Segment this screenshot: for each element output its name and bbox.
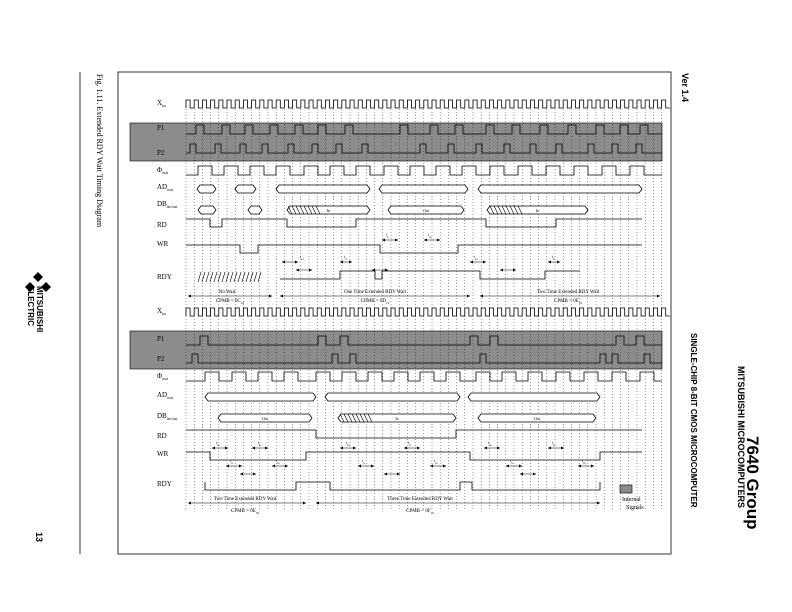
arrow-head xyxy=(520,473,523,476)
wait-label: No Wait xyxy=(218,290,236,295)
hatch-mark xyxy=(258,272,261,282)
arrow-head xyxy=(519,465,522,468)
bus-segment xyxy=(198,206,216,214)
hatch-mark xyxy=(226,272,229,282)
hatch-mark xyxy=(238,272,241,282)
timing-symbol: $t_{su}$ xyxy=(474,254,478,261)
arrow-head xyxy=(282,261,285,264)
hatch-mark xyxy=(218,272,221,282)
signal-label: WR xyxy=(157,450,169,458)
arrow-head xyxy=(437,239,440,242)
hatch-mark xyxy=(246,272,249,282)
arrow-head xyxy=(506,465,509,468)
signal-label: $X_{in}$ xyxy=(157,307,166,316)
bus-data-label: Out xyxy=(423,208,429,213)
arrow-head xyxy=(483,261,486,264)
arrow-head xyxy=(548,261,551,264)
cpmb-label: CPMB = $0C_{16}$ xyxy=(215,299,245,305)
timing-symbol: $t_w$ xyxy=(230,458,233,465)
arrow-head xyxy=(384,473,387,476)
signal-label: $AD_{out}$ xyxy=(157,391,173,400)
arrow-head xyxy=(395,239,398,242)
signal-label: RD xyxy=(157,432,167,440)
signal-wave xyxy=(186,245,642,253)
timing-symbol: $t_{su}$ xyxy=(276,458,280,465)
arrow-head xyxy=(561,447,564,450)
arrow-head xyxy=(443,465,446,468)
wait-label: Three Time Extended RDY Wait xyxy=(387,497,453,502)
legend-swatch xyxy=(620,485,632,493)
arrow-head xyxy=(358,465,361,468)
arrow-head xyxy=(303,502,306,505)
arrow-head xyxy=(430,465,433,468)
bus-data-label: Out xyxy=(534,416,540,421)
arrow-head xyxy=(591,465,594,468)
arrow-head xyxy=(497,447,500,450)
cpmb-label: CPMB = $0E_{16}$ xyxy=(553,299,583,305)
bus-segment xyxy=(325,393,460,401)
timing-symbol: $t_{su}$ xyxy=(346,440,350,447)
arrow-head xyxy=(309,269,312,272)
signal-wave xyxy=(186,452,642,460)
timing-symbol: $t_{su}$ xyxy=(488,440,492,447)
signal-wave xyxy=(205,482,600,490)
signal-wave xyxy=(186,219,642,227)
version-label: Ver 1.4 xyxy=(680,73,690,103)
arrow-head xyxy=(349,261,352,264)
arrow-head xyxy=(253,473,256,476)
arrow-head xyxy=(417,447,420,450)
logo-text xyxy=(26,286,44,332)
arrow-head xyxy=(382,239,385,242)
cpmb-label: CPMB = $0D_{16}$ xyxy=(360,299,390,305)
arrow-head xyxy=(212,447,215,450)
page-number: 13 xyxy=(34,532,44,543)
product-subtitle: SINGLE-CHIP 8-BIT CMOS MICROCOMPUTER xyxy=(689,333,698,508)
clock-wave xyxy=(186,308,670,316)
signal-wave xyxy=(280,271,580,279)
dotted-grid xyxy=(186,100,662,510)
cpmb-label: CPMB = $0E_{16}$ xyxy=(230,509,260,515)
figure-caption: Fig. 1.11. Extended RDY Wait Timing Diagram xyxy=(95,74,104,228)
timing-symbol: $t_w$ xyxy=(362,458,365,465)
timing-symbol: $t_h$ xyxy=(386,232,389,239)
bus-segment xyxy=(235,185,256,193)
signal-label: $DB_{in/out}$ xyxy=(157,200,178,209)
hatch-mark xyxy=(222,272,225,282)
bus-data-label: In xyxy=(535,208,540,213)
cpmb-label: CPMB = $0F_{16}$ xyxy=(406,509,434,515)
bus-data-label: Out xyxy=(262,416,268,421)
bus-segment xyxy=(205,393,316,401)
logo-text-line1: MITSUBISHI xyxy=(35,286,44,333)
arrow-head xyxy=(240,473,243,476)
arrow-head xyxy=(470,261,473,264)
signal-label: RD xyxy=(157,221,167,229)
arrow-head xyxy=(500,269,503,272)
signal-label: RDY xyxy=(157,273,172,281)
arrow-head xyxy=(424,239,427,242)
legend-label: Internal xyxy=(622,497,641,503)
signal-label: $AD_{out}$ xyxy=(157,183,173,192)
bus-segment xyxy=(468,393,600,401)
shaded-band-top xyxy=(130,123,662,161)
arrow-head xyxy=(265,447,268,450)
arrow-head xyxy=(340,447,343,450)
hatch-mark xyxy=(254,272,257,282)
timing-symbol: $t_w$ xyxy=(510,458,513,465)
bus-segment xyxy=(248,206,262,214)
hatch-mark xyxy=(230,272,233,282)
signal-wave xyxy=(186,430,642,438)
signal-label: $\Phi_{out}$ xyxy=(157,166,168,175)
arrow-head xyxy=(371,465,374,468)
signal-label: P2 xyxy=(157,149,165,157)
signal-label: P2 xyxy=(157,355,165,363)
arrow-head xyxy=(272,465,275,468)
bus-segment xyxy=(197,185,216,193)
bus-segment xyxy=(379,185,468,193)
arrow-head xyxy=(269,295,272,298)
arrow-head xyxy=(225,447,228,450)
arrow-head xyxy=(280,295,283,298)
product-header: 7640 Group xyxy=(743,436,762,530)
arrow-head xyxy=(484,447,487,450)
arrow-head xyxy=(597,502,600,505)
arrow-head xyxy=(557,261,560,264)
bus-segment xyxy=(478,185,642,193)
signal-label: P1 xyxy=(157,335,165,343)
arrow-head xyxy=(397,473,400,476)
hatch-mark xyxy=(206,272,209,282)
bus-data-label: In xyxy=(395,416,399,421)
timing-symbol: $t_h$ xyxy=(258,440,261,447)
arrow-head xyxy=(252,447,255,450)
timing-symbol: $t_h$ xyxy=(344,254,347,261)
timing-symbol: $t_{su}$ xyxy=(300,254,304,261)
arrow-head xyxy=(513,269,516,272)
hatch-mark xyxy=(214,272,217,282)
signal-label: $\Phi_{out}$ xyxy=(157,372,168,381)
arrow-head xyxy=(533,473,536,476)
arrow-head xyxy=(285,465,288,468)
wait-label: One Time Extended RDY Wait xyxy=(343,290,407,295)
arrow-head xyxy=(188,502,191,505)
company-header: MITSUBISHI MICROCOMPUTERS xyxy=(736,366,746,509)
signal-label: $DB_{in/out}$ xyxy=(157,412,178,421)
arrow-head xyxy=(657,295,660,298)
arrow-head xyxy=(239,465,242,468)
timing-symbol: $t_{su}$ xyxy=(428,232,432,239)
arrow-head xyxy=(296,269,299,272)
timing-symbol: $t_h$ xyxy=(552,254,555,261)
bus-data-label: In xyxy=(326,208,331,213)
timing-symbol: $t_{su}$ xyxy=(582,458,586,465)
bus-segment xyxy=(276,185,370,193)
arrow-head xyxy=(578,465,581,468)
signal-label: WR xyxy=(157,240,169,248)
phi-wave xyxy=(186,166,662,175)
timing-symbol: $t_h$ xyxy=(552,440,555,447)
arrow-head xyxy=(340,261,343,264)
wait-label: Two Time Extended RDY Wait xyxy=(213,497,277,502)
arrow-head xyxy=(467,295,470,298)
wait-label: Two Time Extended RDY Wait xyxy=(536,290,600,295)
arrow-head xyxy=(188,295,191,298)
arrow-head xyxy=(404,447,407,450)
signal-label: $X_{in}$ xyxy=(157,99,166,108)
arrow-head xyxy=(295,261,298,264)
arrow-head xyxy=(548,447,551,450)
timing-symbol: $t_{su}$ xyxy=(434,458,438,465)
hatch-mark xyxy=(234,272,237,282)
timing-symbol: $t_{su}$ xyxy=(216,440,220,447)
signal-label: P1 xyxy=(157,124,165,132)
arrow-head xyxy=(316,502,319,505)
arrow-head xyxy=(226,465,229,468)
hatch-mark xyxy=(198,272,201,282)
legend-label: Signals xyxy=(626,505,644,511)
arrow-head xyxy=(480,295,483,298)
logo-text-line2: ELECTRIC xyxy=(26,286,35,326)
signal-label: RDY xyxy=(157,480,172,488)
arrow-head xyxy=(353,447,356,450)
timing-symbol: $t_h$ xyxy=(408,440,411,447)
clock-wave xyxy=(186,100,670,108)
